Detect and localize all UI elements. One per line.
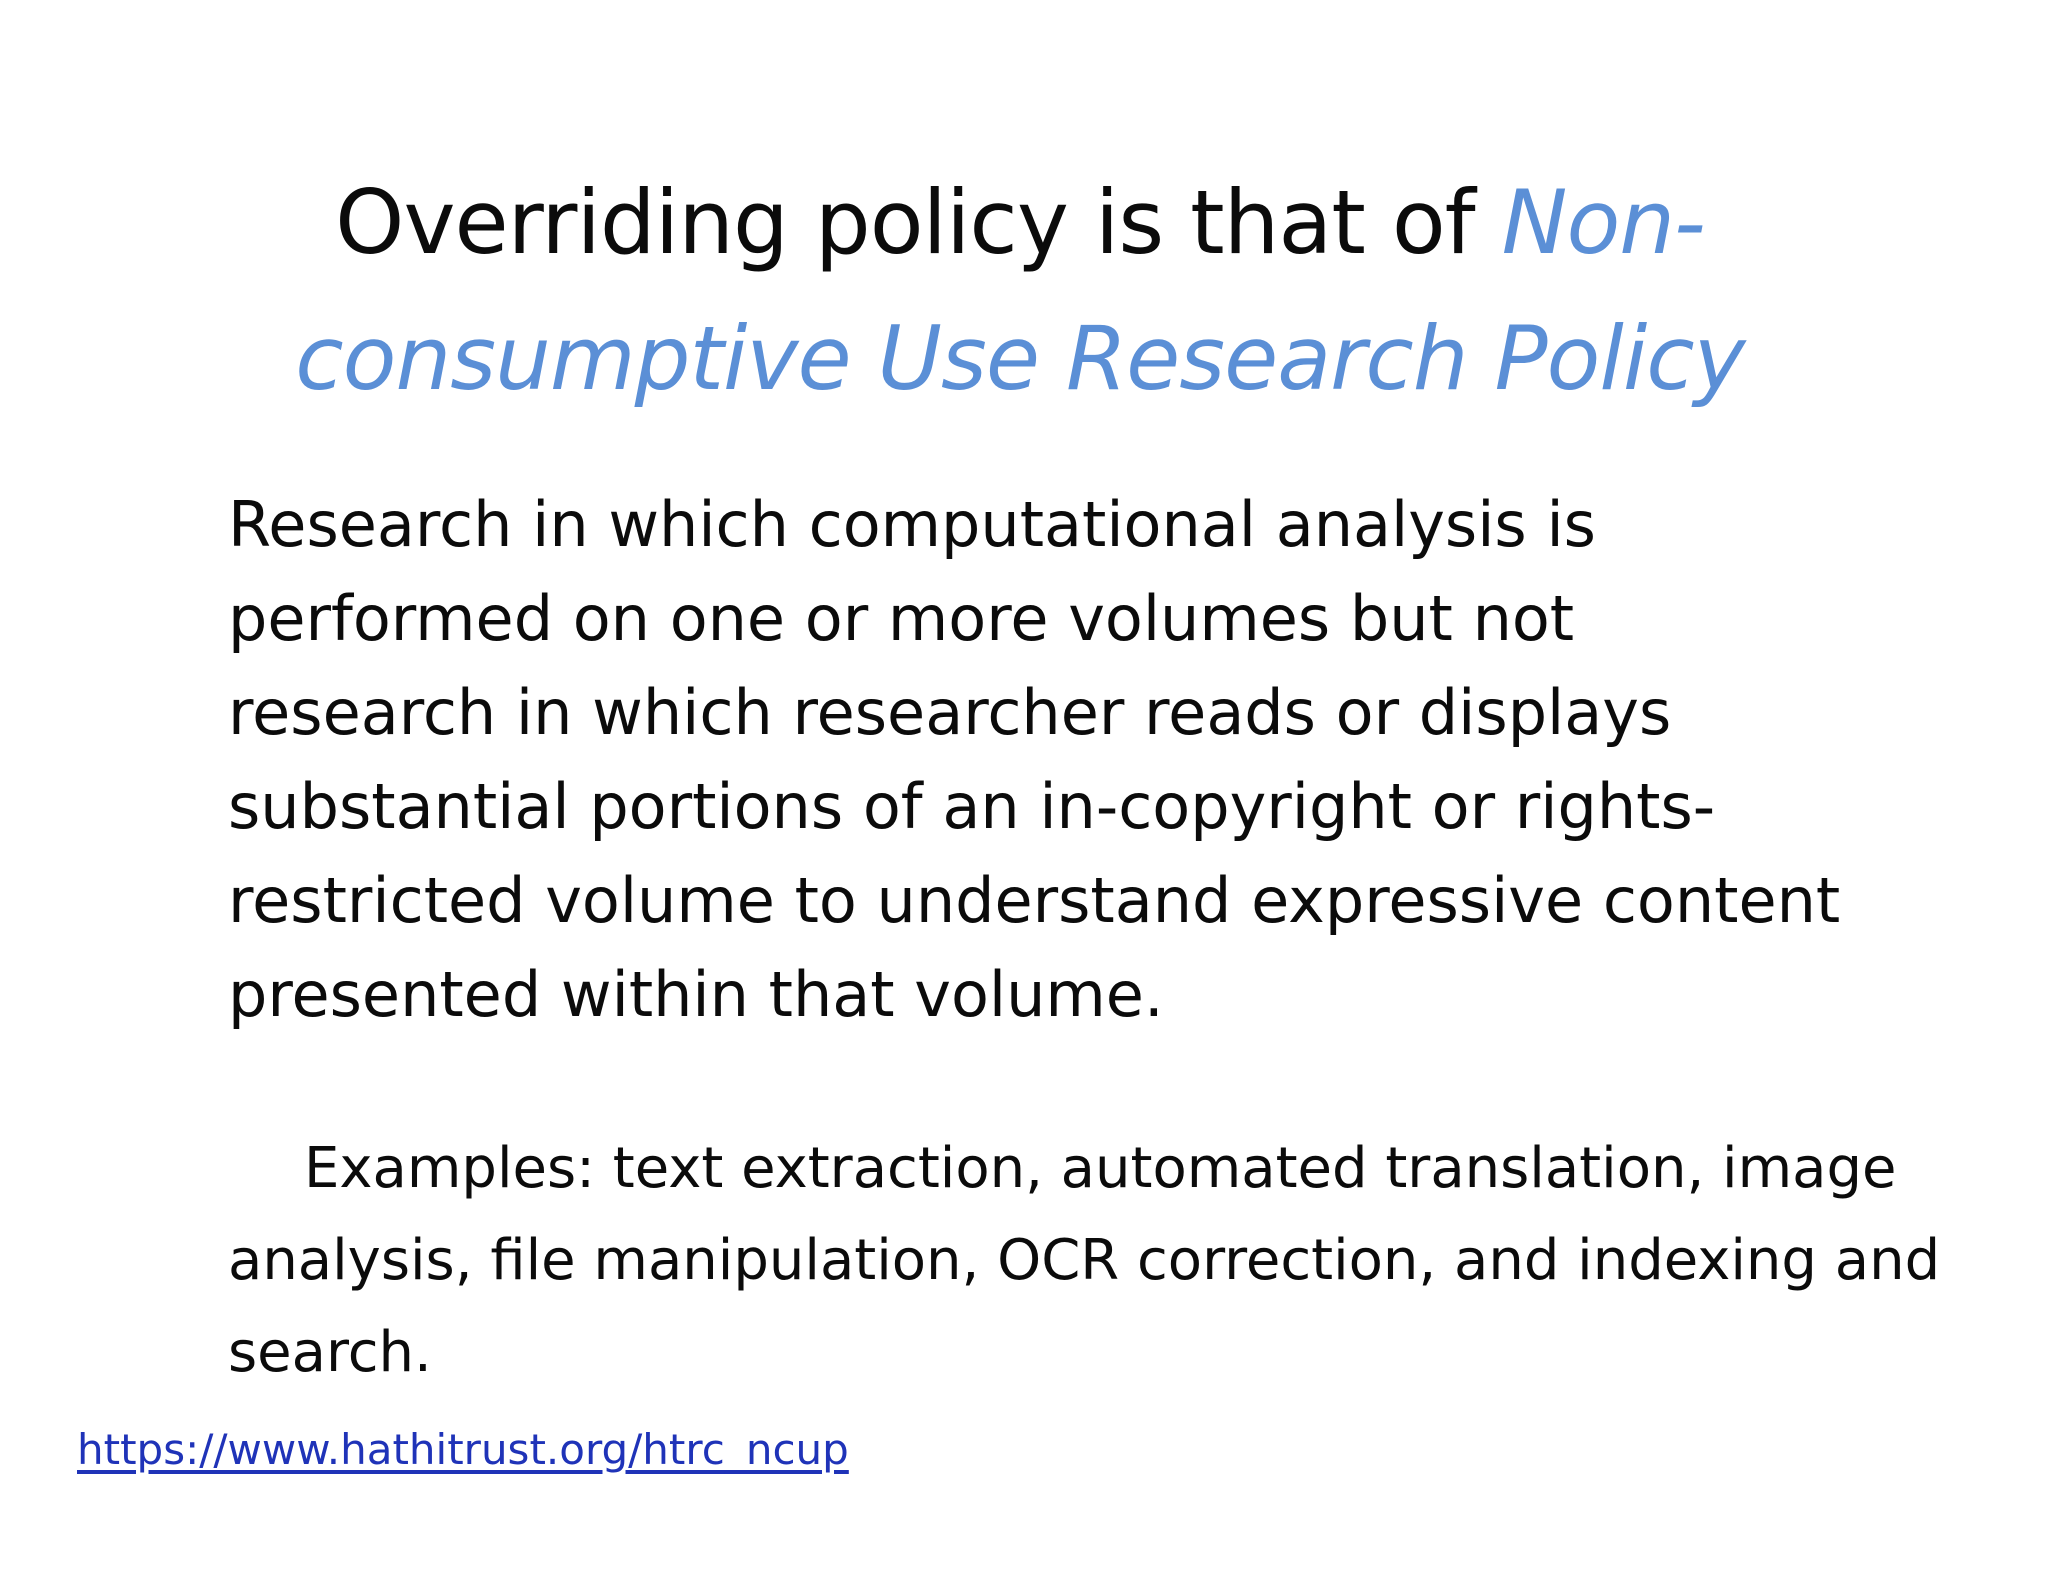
definition-line: research in which researcher reads or displays — [228, 676, 1672, 749]
definition-line: restricted volume to understand expressive content — [228, 864, 1841, 937]
examples-line: search. — [228, 1320, 432, 1385]
title-plain-text: Overriding policy is that of — [335, 171, 1502, 274]
title-line-1 — [335, 171, 1705, 274]
definition-paragraph — [228, 478, 1948, 1042]
source-link[interactable]: https://www.hathitrust.org/htrc_ncup — [77, 1425, 849, 1474]
examples-paragraph — [228, 1123, 1948, 1399]
title-line-2-accent: consumptive Use Research Policy — [295, 307, 1745, 410]
definition-line: performed on one or more volumes but not — [228, 582, 1575, 655]
definition-line: substantial portions of an in-copyright or rights- — [228, 770, 1716, 843]
examples-line: analysis, file manipulation, OCR correction, and indexing and — [228, 1228, 1941, 1293]
title-accent-text: Non- — [1501, 171, 1705, 274]
definition-line: Research in which computational analysis is — [228, 488, 1596, 561]
slide-title — [170, 155, 1870, 427]
examples-line: Examples: text extraction, automated translation, image — [304, 1136, 1897, 1201]
definition-line: presented within that volume. — [228, 958, 1164, 1031]
